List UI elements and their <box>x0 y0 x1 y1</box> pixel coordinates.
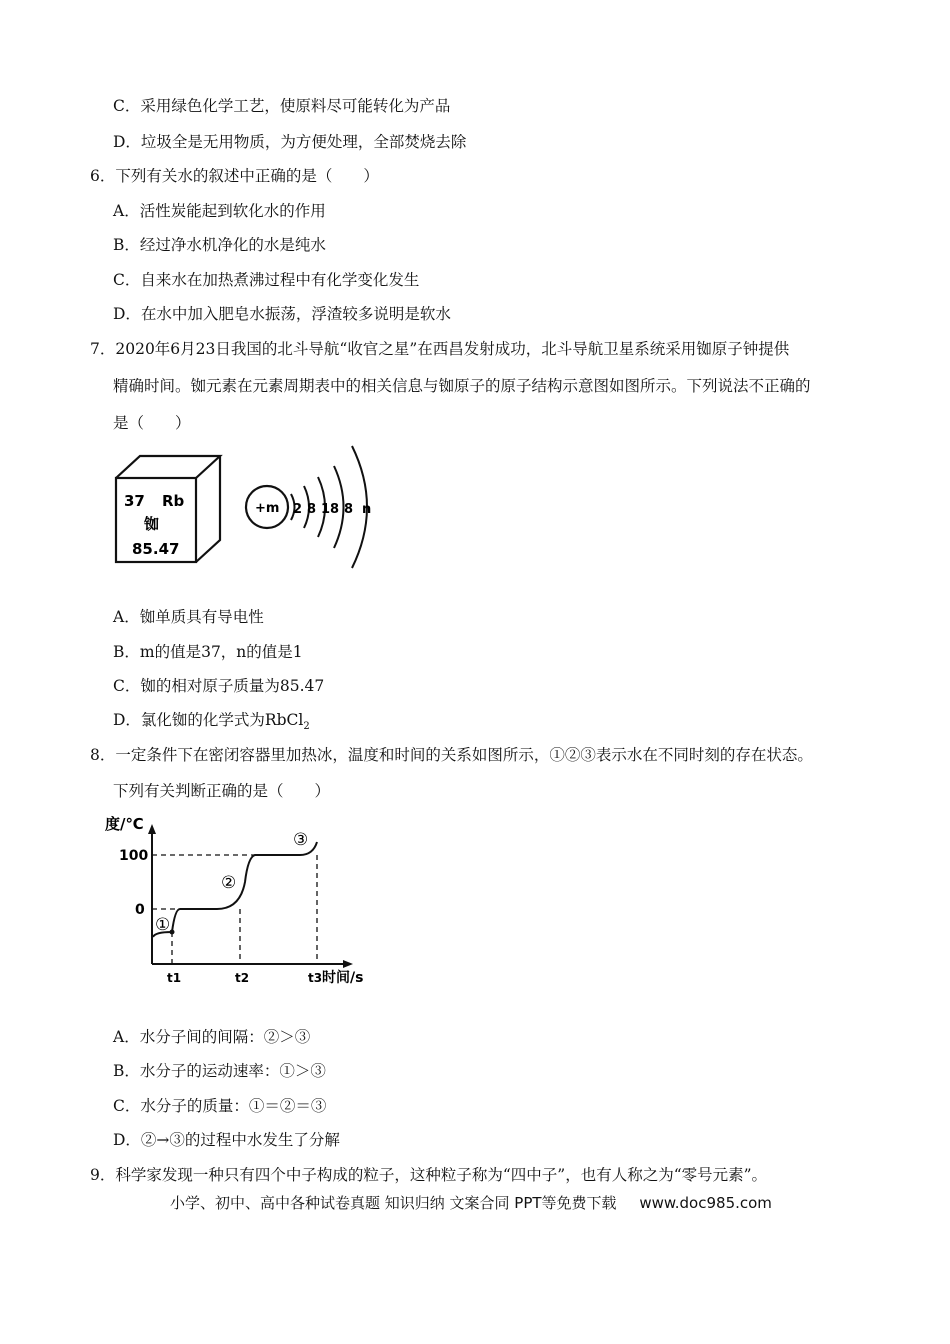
q7-stem-line1: 7．2020年6月23日我国的北斗导航“收官之星”在西昌发射成功，北斗导航卫星系统采用铷原子钟提供 <box>90 340 790 358</box>
y-tick-0: 0 <box>135 902 145 918</box>
x-axis-arrow <box>343 960 353 968</box>
shell-5-electrons: n <box>362 502 372 517</box>
x-tick-t1: t1 <box>167 971 182 985</box>
q8-option-b: B．水分子的运动速率：①＞③ <box>113 1062 326 1080</box>
element-name: 铷 <box>144 515 160 533</box>
footer-text: 小学、初中、高中各种试卷真题 知识归纳 文案合同 PPT等免费下载 <box>170 1194 617 1212</box>
x-tick-t2: t2 <box>235 971 250 985</box>
point-3-label: ③ <box>293 830 309 850</box>
q7-option-a: A．铷单质具有导电性 <box>113 608 264 626</box>
q5-option-d: D．垃圾全是无用物质，为方便处理，全部焚烧去除 <box>113 133 467 151</box>
atomic-mass: 85.47 <box>132 540 180 558</box>
shell-4-electrons: 8 <box>344 502 354 517</box>
q6-option-c: C．自来水在加热煮沸过程中有化学变化发生 <box>113 271 420 289</box>
nucleus-charge: +m <box>255 501 280 516</box>
guide-lines <box>152 855 317 964</box>
y-axis-arrow <box>148 824 156 834</box>
q7-option-d-text: D．氯化铷的化学式为RbCl <box>113 711 304 729</box>
footer-link[interactable]: www.doc985.com <box>639 1194 772 1212</box>
point-1-dot <box>170 930 175 935</box>
y-axis-label: 度/℃ <box>105 815 144 833</box>
q6-option-b: B．经过净水机净化的水是纯水 <box>113 236 326 254</box>
shell-1-electrons: 2 <box>293 502 303 517</box>
q9-stem-line1: 9．科学家发现一种只有四个中子构成的粒子，这种粒子称为“四中子”，也有人称之为“零号元素”。 <box>90 1166 768 1184</box>
q8-option-d: D．②→③的过程中水发生了分解 <box>113 1131 340 1149</box>
x-axis-label: 时间/s <box>322 970 364 986</box>
element-symbol: Rb <box>162 492 185 510</box>
point-2-label: ② <box>221 873 237 893</box>
q8-stem-line1: 8．一定条件下在密闭容器里加热冰，温度和时间的关系如图所示，①②③表示水在不同时刻的存在状态。 <box>90 746 813 764</box>
y-tick-100: 100 <box>119 848 149 864</box>
q7-option-d <box>113 708 310 732</box>
q8-graph <box>105 812 375 992</box>
q7-option-c: C．铷的相对原子质量为85.47 <box>113 677 325 695</box>
q6-option-d: D．在水中加入肥皂水振荡，浮渣较多说明是软水 <box>113 305 451 323</box>
point-1-label: ① <box>155 915 171 935</box>
atomic-number: 37 <box>124 492 145 510</box>
q7-stem-line2: 精确时间。铷元素在元素周期表中的相关信息与铷原子的原子结构示意图如图所示。下列说法不正确的 <box>113 377 811 395</box>
q6-option-a: A．活性炭能起到软化水的作用 <box>113 202 326 220</box>
q7-figure <box>110 440 380 575</box>
page-footer <box>170 1192 772 1213</box>
x-tick-t3: t3 <box>308 971 323 985</box>
q7-stem-line3: 是（ ） <box>113 414 191 432</box>
q8-stem-line2: 下列有关判断正确的是（ ） <box>113 782 331 800</box>
q7-option-b: B．m的值是37，n的值是1 <box>113 643 303 661</box>
q5-option-c: C．采用绿色化学工艺，使原料尽可能转化为产品 <box>113 97 451 115</box>
graph-axes <box>152 832 345 964</box>
q6-stem: 6．下列有关水的叙述中正确的是（ ） <box>90 167 379 185</box>
shell-2-electrons: 8 <box>307 502 317 517</box>
q7-option-d-subscript: 2 <box>303 721 310 733</box>
q8-option-c: C．水分子的质量：①＝②＝③ <box>113 1097 327 1115</box>
shell-3-electrons: 18 <box>321 502 340 517</box>
q8-option-a: A．水分子间的间隔：②＞③ <box>113 1028 311 1046</box>
